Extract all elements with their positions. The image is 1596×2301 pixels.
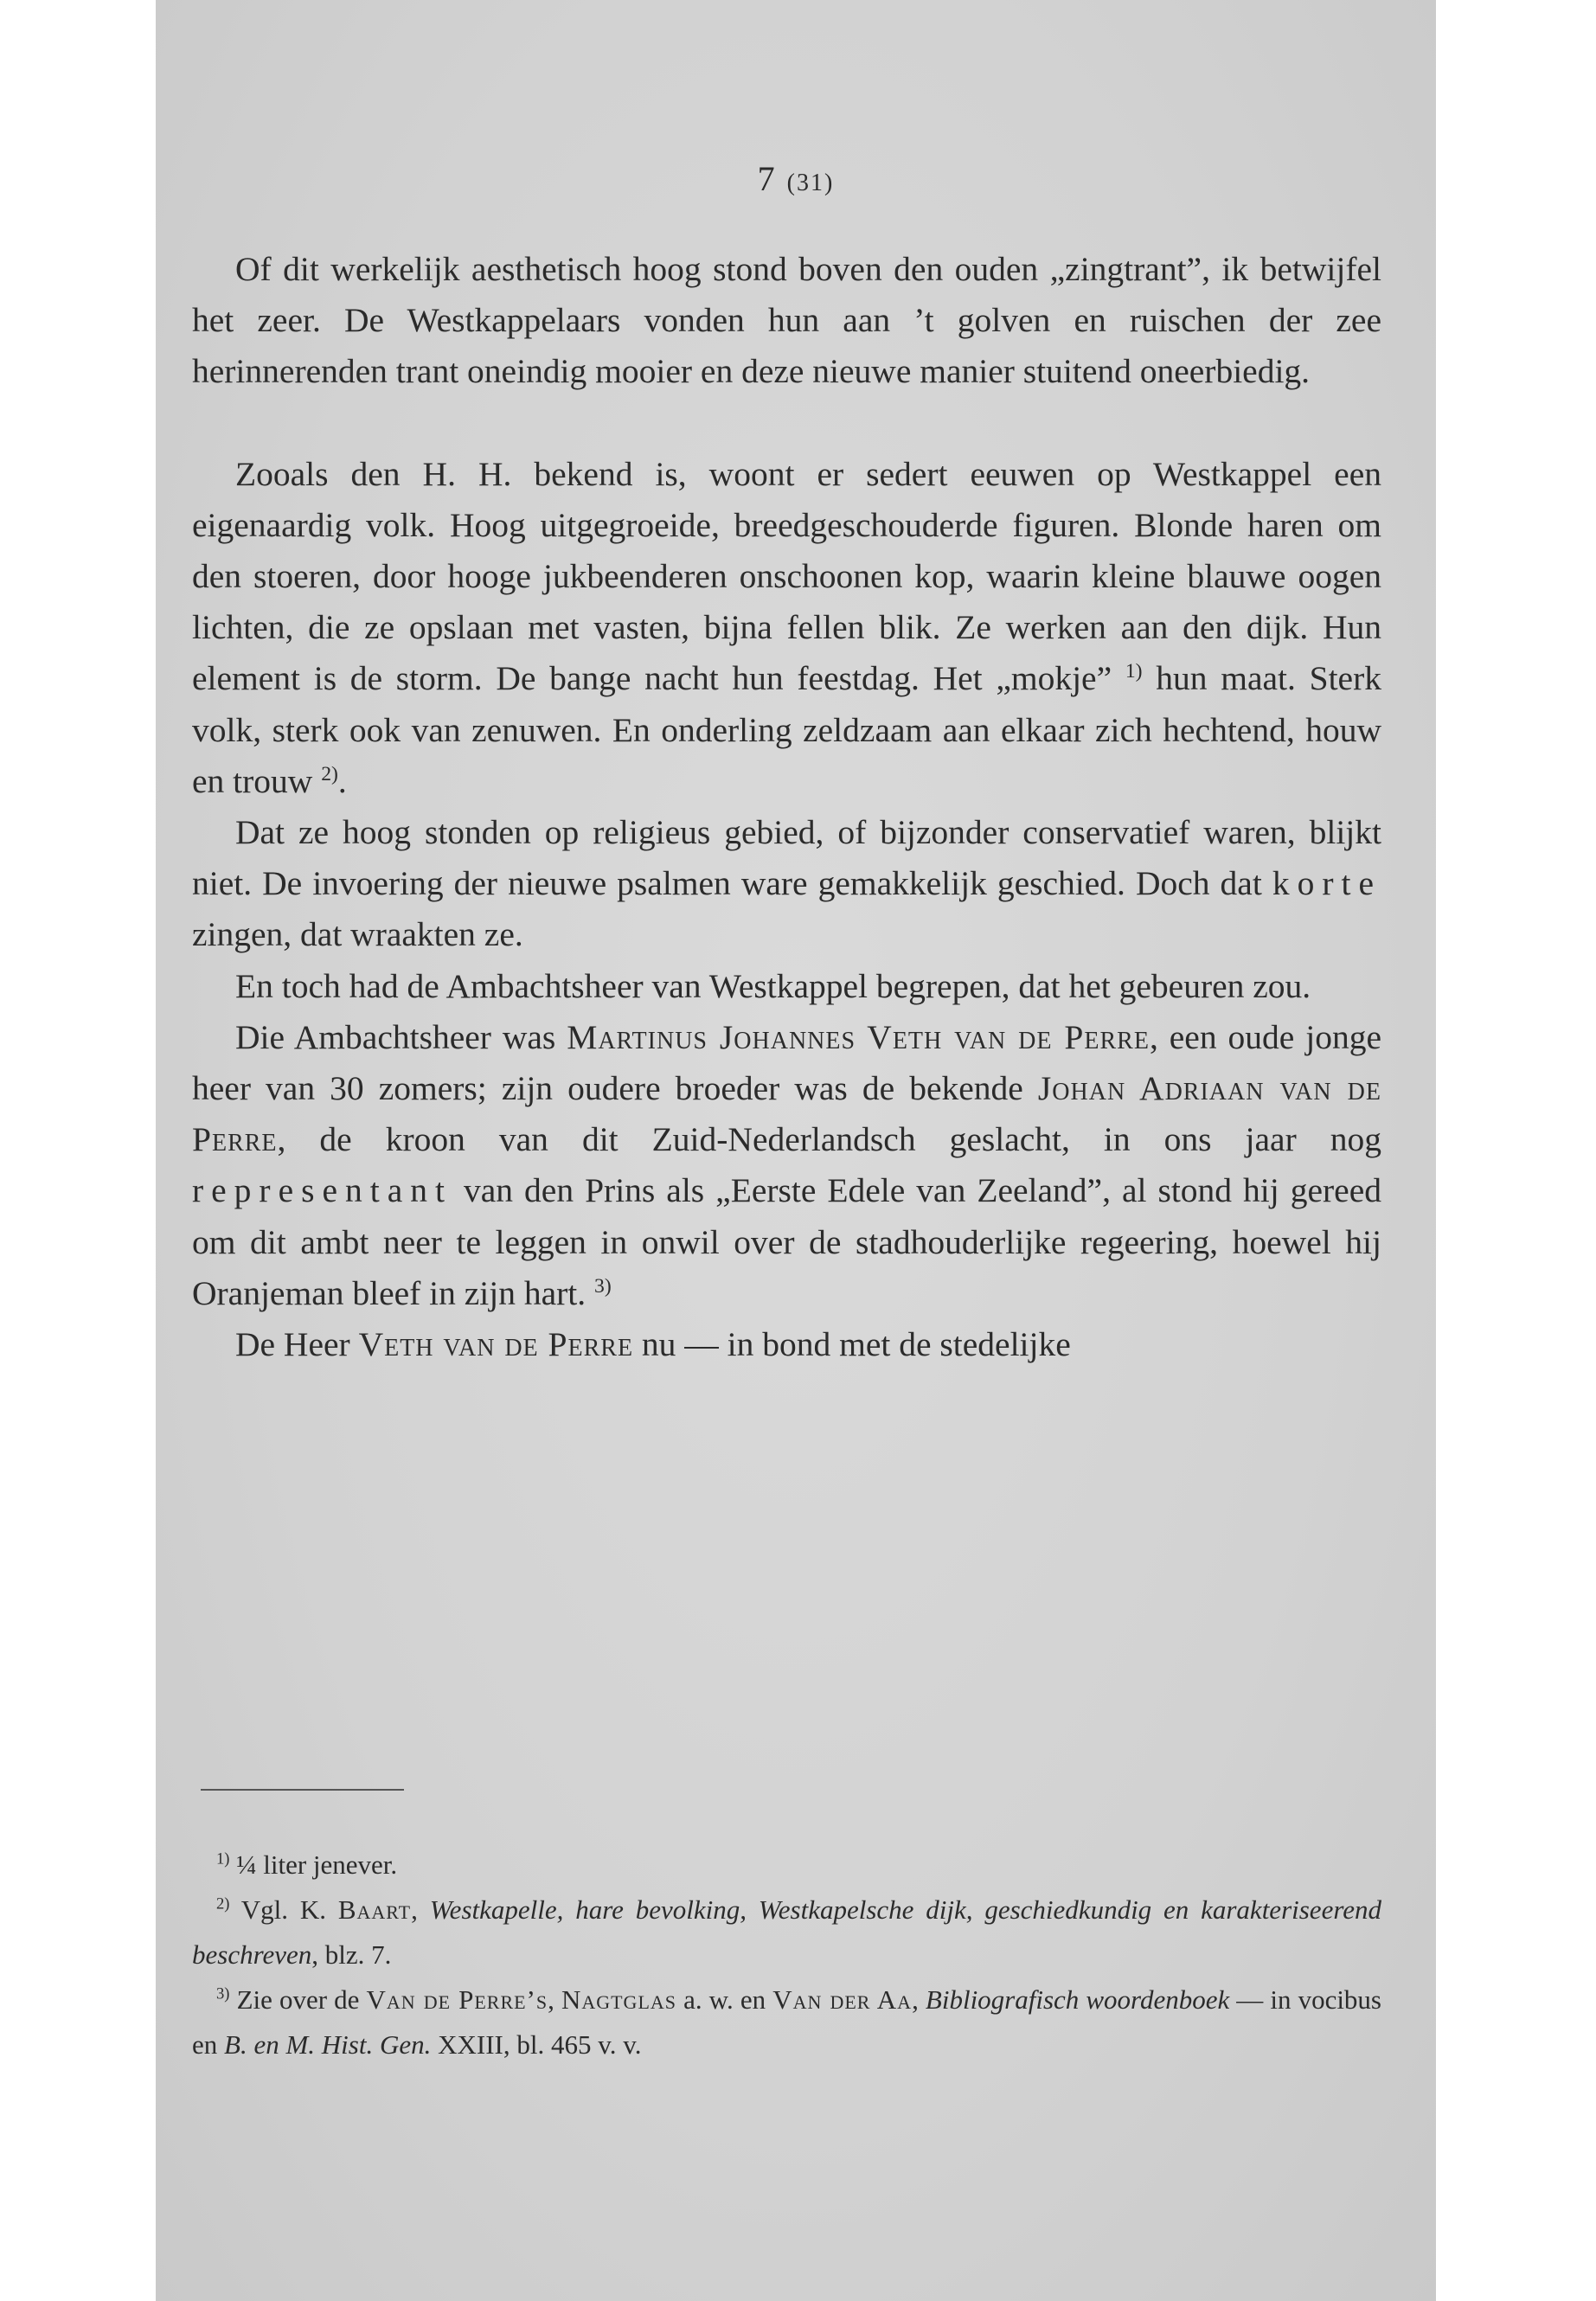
- person-name-veth: Veth van de Perre: [358, 1325, 634, 1364]
- footnote-3: [192, 1977, 1381, 2067]
- paragraph-3-text-a: Dat ze hoog stonden op religieus gebied, of bijzonder conservatief waren, blijkt niet. De invoering der nieuwe psalmen ware gemakkelijk geschied. Doch dat: [192, 813, 1381, 903]
- paragraph-5-text-a: Die Ambachtsheer was: [235, 1017, 567, 1056]
- spaced-word-korte: korte: [1272, 864, 1381, 903]
- book-page: [156, 0, 1436, 2301]
- paragraph-2-text-b: hun maat. Sterk volk, sterk ook van zenuwen. En onderling zeldzaam aan elkaar zich hechtend, houw en trouw: [192, 659, 1381, 800]
- footnote-3-text-a: Zie over de: [236, 1984, 367, 2015]
- paragraph-1-text: Of dit werkelijk aesthetisch hoog stond boven den ouden „zingtrant”, ik betwijfel het zeer. De Westkappelaars vonden hun aan ’t golven en ruischen der zee herinnerenden trant oneindig mooier en deze nieuwe manier stuitend oneerbiedig.: [192, 250, 1381, 391]
- paragraph-3-text-b: zingen, dat wraakten ze.: [192, 915, 523, 954]
- paragraph-6-text-b: nu — in bond met de stedelijke: [633, 1325, 1071, 1364]
- paragraph-2-text-a: Zooals den H. H. bekend is, woont er sedert eeuwen op Westkappel een eigenaardig volk. Hoog uitgegroeide, breedgeschouderde figuren. Blonde haren om den stoeren, door hooge jukbeenderen onschoonen kop, waarin kleine blauwe oogen lichten, die ze opslaan met vasten, bijna fellen blik. Ze werken aan den dijk. Hun element is de storm. De bange nacht hun feestdag. Het „mokje”: [192, 454, 1381, 698]
- footnote-2-title: Westkapelle, hare bevolking, Westkapelsche dijk, geschiedkundig en karakteriseerend beschreven: [192, 1894, 1381, 1970]
- footnote-2-text-b: , blz. 7.: [311, 1939, 392, 1970]
- footnote-ref-3: 3): [594, 1274, 612, 1298]
- footnote-2-text-a: Vgl. K.: [240, 1894, 338, 1925]
- page-number: [156, 158, 1436, 199]
- footnote-1-mark: 1): [216, 1849, 230, 1868]
- paragraph-5-text-d: van den Prins als „Eerste Edele van Zeeland”, al stond hij gereed om dit ambt neer te leggen in onwil over de stadhouderlijke regeering, hoewel hij Oranjeman bleef in zijn hart.: [192, 1171, 1381, 1312]
- paragraph-5: [192, 1012, 1381, 1319]
- footnote-1-text: ¼ liter jenever.: [236, 1849, 398, 1880]
- footnote-3-text-c: a. w. en: [676, 1984, 773, 2015]
- person-name-martinus: Martinus Johannes Veth van de Perre: [567, 1017, 1150, 1056]
- footnote-3-text-e: — in vocibus en: [192, 1984, 1381, 2060]
- spaced-word-representant: representant: [192, 1171, 453, 1210]
- page-number-main: 7: [757, 159, 777, 198]
- paragraph-2: [192, 449, 1381, 807]
- paragraph-2-text-c: .: [337, 761, 347, 800]
- footnote-3-name-3: Van der Aa: [772, 1984, 913, 2015]
- footnote-separator: [201, 1789, 404, 1791]
- person-name-johan: Johan Adriaan van de Perre: [192, 1069, 1381, 1159]
- paragraph-4: [192, 961, 1381, 1012]
- paragraph-5-text-c: , de kroon van dit Zuid-Nederlandsch geslacht, in ons jaar nog: [277, 1120, 1381, 1159]
- body-text: [192, 244, 1381, 1370]
- footnote-ref-1: 1): [1125, 660, 1143, 683]
- footnote-2-mark: 2): [216, 1894, 230, 1913]
- paragraph-5-text-b: , een oude jonge heer van 30 zomers; zijn oudere broeder was de bekende: [192, 1017, 1381, 1108]
- paragraph-4-text: En toch had de Ambachtsheer van Westkappel begrepen, dat het gebeuren zou.: [235, 966, 1311, 1005]
- footnote-3-text-d: ,: [912, 1984, 926, 2015]
- footnote-3-title: Bibliografisch woordenboek: [925, 1984, 1230, 2015]
- footnote-3-name-2: Nagtglas: [561, 1984, 677, 2015]
- page-number-secondary: (31): [786, 170, 835, 196]
- footnote-3-text-b: ,: [548, 1984, 561, 2015]
- footnote-3-mark: 3): [216, 1984, 230, 2003]
- paragraph-3: [192, 807, 1381, 961]
- footnote-3-text-f: XXIII, bl. 465 v. v.: [431, 2029, 642, 2060]
- footnotes: [192, 1843, 1381, 2067]
- footnote-1: [192, 1843, 1381, 1888]
- footnote-2: $^{2)}$ Vgl. K. Baart, Westkapelle, hare bevolking, Westkapelsche dijk, geschiedkundig en karakteriseerend beschreven, blz. 7.: [192, 1894, 1381, 1970]
- footnote-2-author: Baart: [337, 1894, 412, 1925]
- footnote-3-title-2: B. en M. Hist. Gen.: [224, 2029, 432, 2060]
- paragraph-1: [192, 244, 1381, 398]
- paragraph-6: [192, 1319, 1381, 1370]
- paragraph-6-text-a: De Heer: [235, 1325, 359, 1364]
- footnote-ref-2: 2): [321, 762, 338, 785]
- footnote-3-name-1: Van de Perre’s: [366, 1984, 548, 2015]
